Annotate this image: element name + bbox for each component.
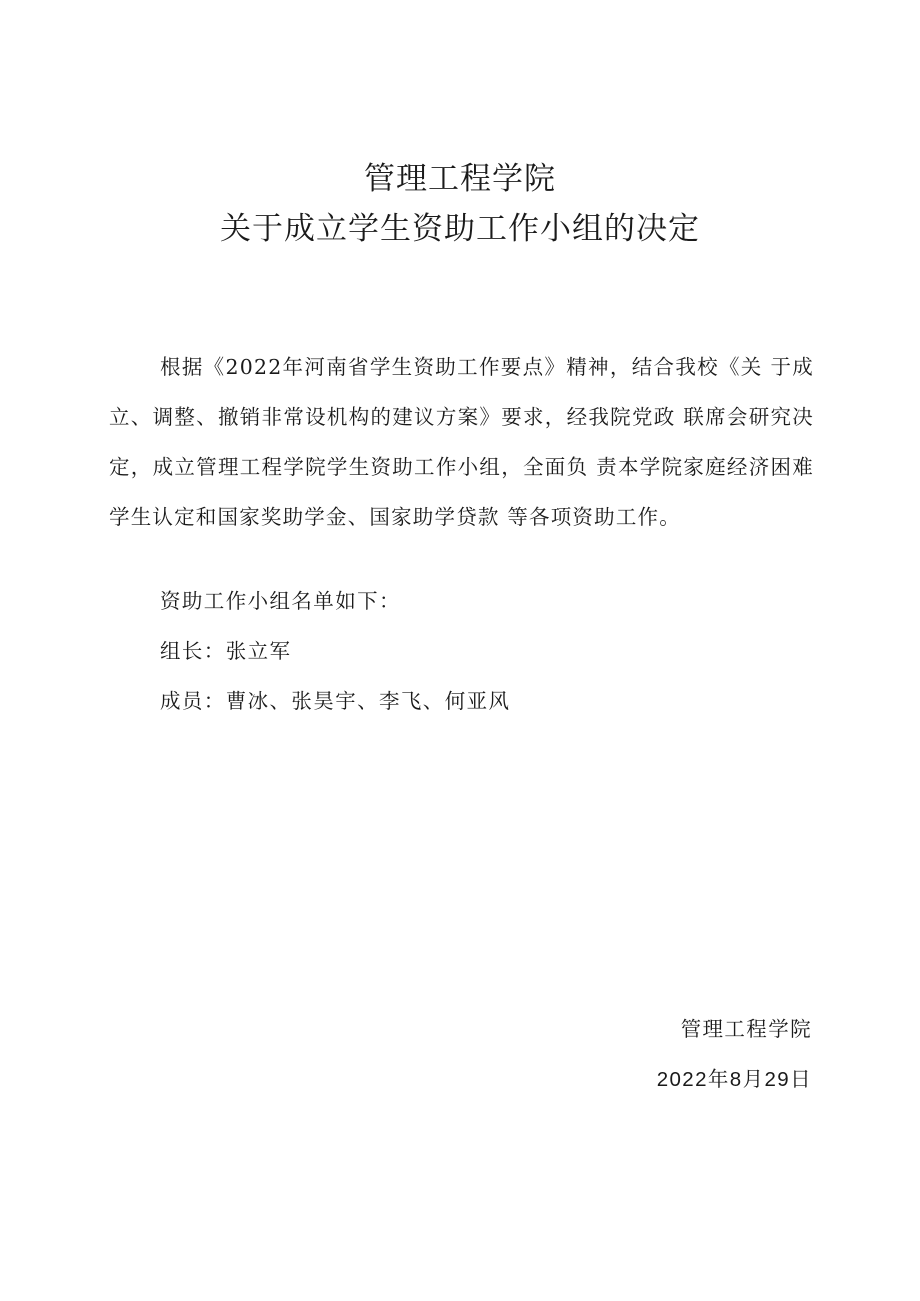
document-title-line2: 关于成立学生资助工作小组的决定 xyxy=(220,211,700,247)
body-paragraph: 根据《2022年河南省学生资助工作要点》精神，结合我校《关 于成立、调整、撤销非常设机构的建议方案》要求，经我院党政 联席会研究决定，成立管理工程学院学生资助工作小组，全面负 责本学院家庭经济困难学生认定和国家奖助学金、国家助学贷款 等各项资助工作。 xyxy=(109,355,814,529)
group-leader: 组长：张立军 xyxy=(160,639,292,663)
signature-organization: 管理工程学院 xyxy=(680,1017,812,1041)
document-title-line1: 管理工程学院 xyxy=(364,161,556,197)
group-members: 成员：曹冰、张昊宇、李飞、何亚风 xyxy=(160,689,511,713)
list-intro: 资助工作小组名单如下： xyxy=(160,589,401,613)
signature-date: 2022年8月29日 xyxy=(656,1068,812,1091)
